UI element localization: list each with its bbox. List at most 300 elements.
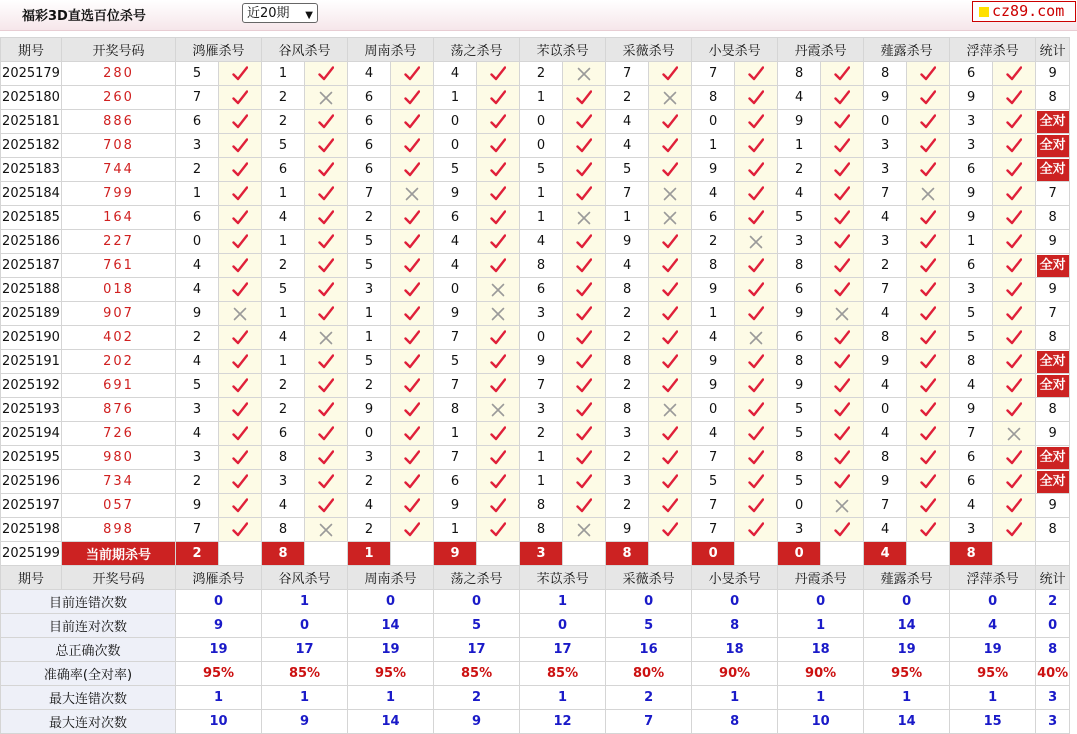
check-icon — [748, 498, 764, 514]
kill-number-cell: 3 — [176, 398, 219, 422]
check-icon — [1006, 186, 1022, 202]
check-icon — [920, 162, 936, 178]
result-mark-cell — [907, 62, 950, 86]
check-icon — [748, 306, 764, 322]
current-kill-cell: 0 — [778, 542, 821, 566]
check-icon — [490, 426, 506, 442]
kill-number-cell: 1 — [692, 134, 735, 158]
check-icon — [834, 90, 850, 106]
result-mark-cell — [219, 254, 262, 278]
check-icon — [318, 186, 334, 202]
table-row — [1, 494, 1070, 518]
draw-number-cell: 799 — [62, 182, 176, 206]
stats-count-cell: 40% — [1036, 662, 1070, 686]
check-icon — [576, 138, 592, 154]
result-mark-cell — [821, 374, 864, 398]
kill-number-cell: 0 — [348, 422, 391, 446]
all-correct-badge: 全对 — [1037, 159, 1069, 181]
result-mark-cell — [563, 302, 606, 326]
check-icon — [1006, 234, 1022, 250]
col-header-expert: 小旻杀号 — [692, 38, 778, 62]
kill-number-cell: 5 — [950, 326, 993, 350]
check-icon — [318, 282, 334, 298]
result-mark-cell — [649, 422, 692, 446]
check-icon — [1006, 498, 1022, 514]
check-icon — [318, 402, 334, 418]
result-mark-cell — [391, 350, 434, 374]
check-icon — [662, 378, 678, 394]
kill-number-cell: 5 — [520, 158, 563, 182]
stats-value-cell: 0 — [778, 590, 864, 614]
top-bar — [0, 0, 1077, 31]
stats-value-cell: 0 — [434, 590, 520, 614]
stats-value-cell: 17 — [262, 638, 348, 662]
check-icon — [662, 138, 678, 154]
current-blank-cell — [735, 542, 778, 566]
result-mark-cell — [993, 182, 1036, 206]
kill-number-cell: 4 — [176, 350, 219, 374]
result-mark-cell — [219, 134, 262, 158]
top-header-row — [1, 38, 1070, 62]
kill-number-cell: 8 — [606, 398, 649, 422]
check-icon — [232, 450, 248, 466]
kill-number-cell: 8 — [778, 62, 821, 86]
result-mark-cell — [305, 254, 348, 278]
result-mark-cell — [477, 230, 520, 254]
all-correct-badge: 全对 — [1037, 135, 1069, 157]
stats-value-cell: 19 — [348, 638, 434, 662]
check-icon — [404, 498, 420, 514]
check-icon — [1006, 210, 1022, 226]
result-mark-cell — [391, 62, 434, 86]
check-icon — [490, 138, 506, 154]
kill-number-cell: 5 — [262, 134, 305, 158]
result-mark-cell — [649, 518, 692, 542]
kill-number-cell: 7 — [692, 446, 735, 470]
stats-value-cell: 2 — [434, 686, 520, 710]
cross-icon — [318, 330, 334, 346]
result-mark-cell — [907, 182, 950, 206]
check-icon — [404, 450, 420, 466]
kill-number-cell: 2 — [520, 62, 563, 86]
stats-value-cell: 0 — [606, 590, 692, 614]
stats-value-cell: 18 — [778, 638, 864, 662]
issue-cell: 2025180 — [1, 86, 62, 110]
kill-number-cell: 2 — [864, 254, 907, 278]
cross-icon — [232, 306, 248, 322]
kill-number-cell: 1 — [692, 302, 735, 326]
result-mark-cell — [907, 278, 950, 302]
kill-number-cell: 6 — [434, 206, 477, 230]
stats-value-cell: 95% — [950, 662, 1036, 686]
result-mark-cell — [821, 278, 864, 302]
col-header-draw: 开奖号码 — [62, 38, 176, 62]
result-mark-cell — [305, 350, 348, 374]
check-icon — [490, 330, 506, 346]
kill-number-cell: 4 — [864, 422, 907, 446]
result-mark-cell — [563, 110, 606, 134]
check-icon — [834, 138, 850, 154]
check-icon — [748, 90, 764, 106]
col-header-expert: 丹霞杀号 — [778, 38, 864, 62]
check-icon — [232, 234, 248, 250]
current-kill-cell: 8 — [950, 542, 993, 566]
count-cell: 8 — [1036, 206, 1070, 230]
kill-number-cell: 2 — [520, 422, 563, 446]
table-row — [1, 350, 1070, 374]
issue-cell: 2025185 — [1, 206, 62, 230]
result-mark-cell — [993, 134, 1036, 158]
table-row — [1, 446, 1070, 470]
result-mark-cell — [993, 278, 1036, 302]
check-icon — [1006, 522, 1022, 538]
kill-number-cell: 5 — [176, 62, 219, 86]
kill-number-cell: 9 — [434, 302, 477, 326]
issue-cell: 2025196 — [1, 470, 62, 494]
kill-number-cell: 9 — [950, 86, 993, 110]
check-icon — [1006, 354, 1022, 370]
kill-number-cell: 0 — [864, 110, 907, 134]
stats-row — [1, 686, 1070, 710]
check-icon — [920, 402, 936, 418]
result-mark-cell — [993, 494, 1036, 518]
check-icon — [490, 498, 506, 514]
result-mark-cell — [305, 398, 348, 422]
issue-cell: 2025195 — [1, 446, 62, 470]
check-icon — [834, 426, 850, 442]
kill-number-cell: 5 — [348, 350, 391, 374]
result-mark-cell — [563, 494, 606, 518]
check-icon — [662, 234, 678, 250]
cross-icon — [576, 210, 592, 226]
stats-row — [1, 710, 1070, 734]
kill-number-cell: 6 — [950, 254, 993, 278]
chevron-down-icon: ▼ — [305, 10, 313, 21]
stats-value-cell: 90% — [778, 662, 864, 686]
kill-number-cell: 1 — [434, 422, 477, 446]
result-mark-cell — [305, 374, 348, 398]
kill-number-cell: 9 — [606, 230, 649, 254]
result-mark-cell — [305, 134, 348, 158]
result-mark-cell — [993, 350, 1036, 374]
result-mark-cell — [305, 326, 348, 350]
result-mark-cell — [649, 278, 692, 302]
result-mark-cell — [305, 86, 348, 110]
issue-cell: 2025181 — [1, 110, 62, 134]
result-mark-cell — [477, 86, 520, 110]
kill-number-cell: 6 — [176, 110, 219, 134]
result-mark-cell — [993, 206, 1036, 230]
kill-number-cell: 3 — [778, 518, 821, 542]
kill-number-cell: 1 — [348, 302, 391, 326]
check-icon — [576, 90, 592, 106]
stats-value-cell: 90% — [692, 662, 778, 686]
result-mark-cell — [649, 110, 692, 134]
result-mark-cell — [219, 518, 262, 542]
stats-value-cell: 1 — [520, 686, 606, 710]
stats-value-cell: 0 — [950, 590, 1036, 614]
kill-number-cell: 4 — [950, 494, 993, 518]
result-mark-cell — [649, 158, 692, 182]
result-mark-cell — [821, 350, 864, 374]
result-mark-cell — [477, 302, 520, 326]
current-kill-cell: 8 — [262, 542, 305, 566]
result-mark-cell — [219, 398, 262, 422]
kill-number-cell: 6 — [176, 206, 219, 230]
check-icon — [576, 162, 592, 178]
draw-number-cell: 907 — [62, 302, 176, 326]
kill-number-cell: 0 — [692, 110, 735, 134]
stats-value-cell: 0 — [176, 590, 262, 614]
stats-count-cell: 3 — [1036, 710, 1070, 734]
cross-icon — [662, 90, 678, 106]
result-mark-cell — [391, 86, 434, 110]
kill-number-cell: 4 — [778, 182, 821, 206]
result-mark-cell — [477, 422, 520, 446]
check-icon — [920, 378, 936, 394]
result-mark-cell — [993, 86, 1036, 110]
check-icon — [318, 162, 334, 178]
check-icon — [318, 234, 334, 250]
kill-number-table — [0, 37, 1070, 734]
stats-value-cell: 1 — [176, 686, 262, 710]
result-mark-cell — [219, 494, 262, 518]
check-icon — [232, 90, 248, 106]
result-mark-cell — [907, 422, 950, 446]
result-mark-cell — [477, 158, 520, 182]
result-mark-cell — [993, 446, 1036, 470]
result-mark-cell — [907, 254, 950, 278]
result-mark-cell — [649, 230, 692, 254]
result-mark-cell — [649, 134, 692, 158]
current-blank-cell — [219, 542, 262, 566]
check-icon — [490, 162, 506, 178]
result-mark-cell — [477, 350, 520, 374]
result-mark-cell — [735, 110, 778, 134]
result-mark-cell — [821, 302, 864, 326]
kill-number-cell: 5 — [434, 158, 477, 182]
stats-value-cell: 14 — [864, 614, 950, 638]
result-mark-cell — [735, 134, 778, 158]
check-icon — [662, 282, 678, 298]
cross-icon — [662, 210, 678, 226]
check-icon — [490, 210, 506, 226]
check-icon — [576, 258, 592, 274]
kill-number-cell: 5 — [778, 206, 821, 230]
check-icon — [834, 186, 850, 202]
kill-number-cell: 3 — [520, 302, 563, 326]
kill-number-cell: 0 — [520, 326, 563, 350]
check-icon — [834, 66, 850, 82]
result-mark-cell — [735, 326, 778, 350]
check-icon — [662, 162, 678, 178]
count-cell: 9 — [1036, 230, 1070, 254]
stats-value-cell: 1 — [348, 686, 434, 710]
result-mark-cell — [649, 86, 692, 110]
kill-number-cell: 7 — [692, 62, 735, 86]
result-mark-cell — [563, 278, 606, 302]
check-icon — [834, 330, 850, 346]
result-mark-cell — [993, 374, 1036, 398]
stats-value-cell: 10 — [778, 710, 864, 734]
result-mark-cell — [993, 230, 1036, 254]
cross-icon — [318, 90, 334, 106]
kill-number-cell: 5 — [778, 422, 821, 446]
kill-number-cell: 9 — [692, 374, 735, 398]
result-mark-cell — [305, 470, 348, 494]
kill-number-cell: 1 — [520, 470, 563, 494]
result-mark-cell — [735, 86, 778, 110]
col-header-expert: 荡之杀号 — [434, 38, 520, 62]
result-mark-cell — [907, 398, 950, 422]
draw-number-cell: 280 — [62, 62, 176, 86]
kill-number-cell: 5 — [778, 398, 821, 422]
col-header-expert: 周南杀号 — [348, 566, 434, 590]
kill-number-cell: 7 — [692, 518, 735, 542]
table-row — [1, 302, 1070, 326]
result-mark-cell — [563, 326, 606, 350]
result-mark-cell — [821, 326, 864, 350]
kill-number-cell: 5 — [434, 350, 477, 374]
kill-number-cell: 0 — [692, 398, 735, 422]
result-mark-cell — [649, 470, 692, 494]
col-header-expert: 丹霞杀号 — [778, 566, 864, 590]
result-mark-cell — [907, 374, 950, 398]
stats-value-cell: 5 — [606, 614, 692, 638]
result-mark-cell — [219, 350, 262, 374]
check-icon — [748, 354, 764, 370]
kill-number-cell: 3 — [864, 230, 907, 254]
table-row — [1, 62, 1070, 86]
check-icon — [748, 378, 764, 394]
check-icon — [318, 426, 334, 442]
check-icon — [232, 258, 248, 274]
draw-number-cell: 708 — [62, 134, 176, 158]
check-icon — [318, 114, 334, 130]
draw-number-cell: 744 — [62, 158, 176, 182]
check-icon — [404, 330, 420, 346]
result-mark-cell — [391, 278, 434, 302]
result-mark-cell — [477, 134, 520, 158]
result-mark-cell — [563, 62, 606, 86]
draw-number-cell: 018 — [62, 278, 176, 302]
check-icon — [834, 402, 850, 418]
kill-number-cell: 8 — [262, 446, 305, 470]
result-mark-cell — [477, 278, 520, 302]
cross-icon — [576, 522, 592, 538]
kill-number-cell: 8 — [778, 254, 821, 278]
stats-count-cell: 3 — [1036, 686, 1070, 710]
check-icon — [834, 378, 850, 394]
result-mark-cell — [391, 230, 434, 254]
current-issue-cell: 2025199 — [1, 542, 62, 566]
result-mark-cell — [649, 326, 692, 350]
draw-number-cell: 726 — [62, 422, 176, 446]
kill-number-cell: 9 — [692, 278, 735, 302]
result-mark-cell — [649, 446, 692, 470]
result-mark-cell — [219, 182, 262, 206]
kill-number-cell: 2 — [348, 374, 391, 398]
result-mark-cell — [391, 398, 434, 422]
kill-number-cell: 4 — [262, 206, 305, 230]
result-mark-cell — [735, 518, 778, 542]
issue-cell: 2025188 — [1, 278, 62, 302]
col-header-issue: 期号 — [1, 38, 62, 62]
kill-number-cell: 6 — [348, 134, 391, 158]
check-icon — [662, 258, 678, 274]
check-icon — [404, 522, 420, 538]
col-header-count: 统计 — [1036, 38, 1070, 62]
count-cell — [1036, 446, 1070, 470]
result-mark-cell — [563, 374, 606, 398]
result-mark-cell — [477, 254, 520, 278]
current-blank-cell — [821, 542, 864, 566]
check-icon — [490, 258, 506, 274]
check-icon — [662, 474, 678, 490]
check-icon — [404, 378, 420, 394]
check-icon — [920, 90, 936, 106]
check-icon — [920, 210, 936, 226]
kill-number-cell: 1 — [606, 206, 649, 230]
table-row — [1, 86, 1070, 110]
check-icon — [834, 282, 850, 298]
kill-number-cell: 7 — [692, 494, 735, 518]
count-cell — [1036, 134, 1070, 158]
kill-number-cell: 6 — [950, 446, 993, 470]
check-icon — [404, 282, 420, 298]
cross-icon — [404, 186, 420, 202]
kill-number-cell: 5 — [778, 470, 821, 494]
result-mark-cell — [907, 518, 950, 542]
result-mark-cell — [477, 446, 520, 470]
result-mark-cell — [219, 446, 262, 470]
kill-number-cell: 2 — [262, 374, 305, 398]
result-mark-cell — [821, 86, 864, 110]
stats-value-cell: 0 — [520, 614, 606, 638]
check-icon — [576, 426, 592, 442]
result-mark-cell — [305, 158, 348, 182]
cross-icon — [748, 330, 764, 346]
check-icon — [576, 402, 592, 418]
check-icon — [748, 450, 764, 466]
result-mark-cell — [821, 230, 864, 254]
check-icon — [576, 306, 592, 322]
period-select[interactable] — [242, 3, 318, 23]
site-logo[interactable] — [972, 1, 1076, 22]
check-icon — [662, 354, 678, 370]
kill-number-cell: 6 — [262, 422, 305, 446]
kill-number-cell: 0 — [864, 398, 907, 422]
result-mark-cell — [735, 374, 778, 398]
draw-number-cell: 227 — [62, 230, 176, 254]
check-icon — [920, 138, 936, 154]
result-mark-cell — [821, 206, 864, 230]
check-icon — [834, 450, 850, 466]
kill-number-cell: 1 — [520, 446, 563, 470]
kill-number-cell: 7 — [434, 326, 477, 350]
kill-number-cell: 4 — [434, 230, 477, 254]
result-mark-cell — [477, 326, 520, 350]
check-icon — [748, 186, 764, 202]
result-mark-cell — [219, 422, 262, 446]
check-icon — [404, 210, 420, 226]
result-mark-cell — [821, 158, 864, 182]
check-icon — [232, 114, 248, 130]
check-icon — [1006, 282, 1022, 298]
result-mark-cell — [305, 110, 348, 134]
stats-value-cell: 1 — [262, 590, 348, 614]
result-mark-cell — [563, 86, 606, 110]
